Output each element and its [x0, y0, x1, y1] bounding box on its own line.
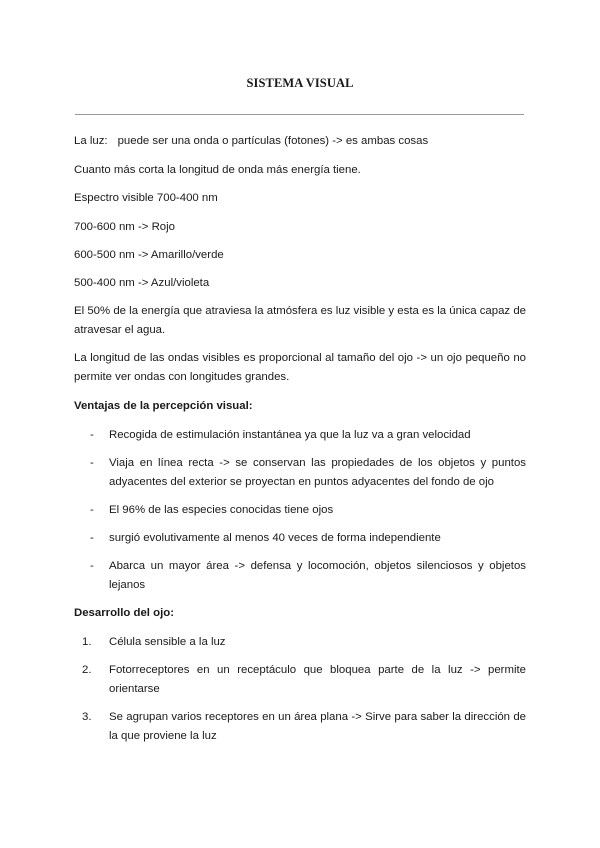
step-number: 2.	[82, 664, 92, 676]
advantage-text: Recogida de estimulación instantánea ya que la luz va a gran velocidad	[109, 429, 471, 441]
advantage-text: surgió evolutivamente al menos 40 veces de forma independiente	[109, 532, 441, 544]
bullet-marker: -	[90, 457, 94, 469]
advantages-heading: Ventajas de la percepción visual:	[74, 400, 253, 412]
development-step	[74, 661, 526, 699]
advantage-item	[74, 501, 526, 520]
step-text: Célula sensible a la luz	[109, 636, 226, 648]
yellow-green-range-line: 600-500 nm -> Amarillo/verde	[74, 249, 224, 261]
light-text: puede ser una onda o partículas (fotones) -> es ambas cosas	[117, 135, 429, 147]
development-step	[74, 633, 526, 652]
step-number: 1.	[82, 636, 92, 648]
bullet-marker: -	[90, 504, 94, 516]
title-divider	[75, 114, 524, 115]
development-heading: Desarrollo del ojo:	[74, 607, 175, 619]
step-number: 3.	[82, 711, 92, 723]
red-range-line: 700-600 nm -> Rojo	[74, 221, 175, 233]
atmosphere-paragraph: El 50% de la energía que atraviesa la atmósfera es luz visible y esta es la única capaz de atravesar el agua.	[74, 305, 526, 336]
advantage-text: Viaja en línea recta -> se conservan las propiedades de los objetos y puntos adyacentes del exterior se proyectan en puntos adyacentes del fondo de ojo	[109, 457, 526, 488]
bullet-marker: -	[90, 532, 94, 544]
advantage-item	[74, 529, 526, 548]
visible-spectrum-line: Espectro visible 700-400 nm	[74, 192, 218, 204]
bullet-marker: -	[90, 560, 94, 572]
energy-paragraph: Cuanto más corta la longitud de onda más energía tiene.	[74, 164, 361, 176]
advantage-item	[74, 426, 526, 445]
advantage-item	[74, 454, 526, 492]
step-text: Se agrupan varios receptores en un área plana -> Sirve para saber la dirección de la que proviene la luz	[109, 711, 526, 742]
light-label: La luz:	[74, 135, 108, 147]
bullet-marker: -	[90, 429, 94, 441]
eye-size-paragraph: La longitud de las ondas visibles es proporcional al tamaño del ojo -> un ojo pequeño no permite ver ondas con longitudes grandes.	[74, 352, 526, 383]
page-title: SISTEMA VISUAL	[246, 76, 354, 90]
development-step	[74, 708, 526, 746]
advantage-text: Abarca un mayor área -> defensa y locomoción, objetos silenciosos y objetos lejanos	[109, 560, 526, 591]
step-text: Fotorreceptores en un receptáculo que bloquea parte de la luz -> permite orientarse	[109, 664, 526, 695]
blue-violet-range-line: 500-400 nm -> Azul/violeta	[74, 277, 210, 289]
advantage-text: El 96% de las especies conocidas tiene ojos	[109, 504, 334, 516]
light-definition	[74, 132, 526, 151]
advantage-item	[74, 557, 526, 595]
